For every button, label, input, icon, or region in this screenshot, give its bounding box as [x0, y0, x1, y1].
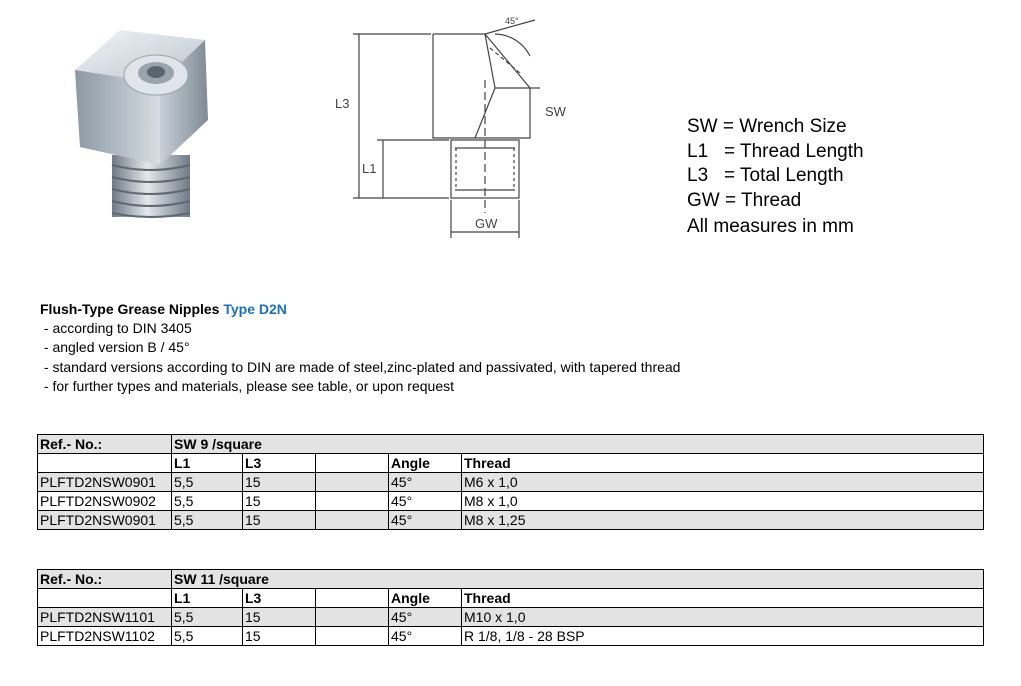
table-cell: M8 x 1,25: [462, 511, 984, 530]
table-cell: PLFTD2NSW0901: [38, 473, 172, 492]
table-cell: 15: [243, 511, 316, 530]
column-header: [38, 589, 172, 608]
table-cell: [316, 511, 389, 530]
table-row: [38, 473, 984, 492]
description-line: - angled version B / 45°: [40, 339, 190, 356]
spec-table-sw11: [37, 569, 984, 646]
description-line: - according to DIN 3405: [40, 320, 192, 336]
table-row: [38, 492, 984, 511]
table-cell: 5,5: [172, 608, 243, 627]
table-header-row: [38, 435, 984, 454]
table-cell: 15: [243, 608, 316, 627]
table-cell: [316, 473, 389, 492]
column-header-row: [38, 454, 984, 473]
table-cell: 5,5: [172, 511, 243, 530]
table-cell: 15: [243, 473, 316, 492]
legend-line: All measures in mm: [687, 216, 854, 237]
table-cell: 45°: [389, 608, 462, 627]
table-cell: M10 x 1,0: [462, 608, 984, 627]
table-cell: 5,5: [172, 492, 243, 511]
ref-header: Ref.- No.:: [38, 435, 172, 454]
legend-line: L3 = Total Length: [687, 165, 844, 186]
ref-header: Ref.- No.:: [38, 570, 172, 589]
abbreviation-legend: [687, 115, 864, 240]
column-header: L1: [172, 454, 243, 473]
table-row: [38, 627, 984, 646]
table-cell: [316, 627, 389, 646]
label-sw: SW: [545, 104, 566, 119]
product-title: [40, 301, 680, 317]
column-header: Thread: [462, 589, 984, 608]
column-header: L1: [172, 589, 243, 608]
product-title-text: Flush-Type Grease Nipples: [40, 301, 224, 317]
product-type: Type D2N: [223, 301, 287, 317]
legend-line: SW = Wrench Size: [687, 116, 847, 137]
column-header: L3: [243, 589, 316, 608]
table-cell: [316, 608, 389, 627]
table-cell: 45°: [389, 511, 462, 530]
label-gw: GW: [475, 216, 498, 231]
legend-line: GW = Thread: [687, 189, 802, 211]
table-cell: 45°: [389, 492, 462, 511]
table-cell: 45°: [389, 627, 462, 646]
table-cell: M6 x 1,0: [462, 473, 984, 492]
table-header-row: [38, 570, 984, 589]
spec-table-sw9: [37, 434, 984, 530]
table-cell: 5,5: [172, 473, 243, 492]
table-row: [38, 511, 984, 530]
legend-line: L1 = Thread Length: [687, 140, 864, 162]
table-cell: PLFTD2NSW0901: [38, 511, 172, 530]
column-header: Angle: [389, 454, 462, 473]
table-cell: PLFTD2NSW1101: [38, 608, 172, 627]
column-header: [316, 589, 389, 608]
column-header: [316, 454, 389, 473]
product-description: [40, 301, 680, 396]
column-header-row: [38, 589, 984, 608]
description-line: - for further types and materials, please see table, or upon request: [40, 377, 455, 394]
table-cell: 15: [243, 627, 316, 646]
table-cell: R 1/8, 1/8 - 28 BSP: [462, 627, 984, 646]
group-header: SW 11 /square: [172, 570, 984, 589]
label-l1: L1: [362, 161, 377, 176]
column-header: Angle: [389, 589, 462, 608]
column-header: L3: [243, 454, 316, 473]
table-cell: 45°: [389, 473, 462, 492]
table-cell: 15: [243, 492, 316, 511]
table-cell: PLFTD2NSW1102: [38, 627, 172, 646]
table-cell: PLFTD2NSW0902: [38, 492, 172, 511]
column-header: [38, 454, 172, 473]
description-line: - standard versions according to DIN are made of steel,zinc-plated and passivated, with tapered thread: [40, 358, 681, 375]
technical-drawing: [325, 8, 585, 243]
label-angle: 45°: [505, 16, 519, 26]
label-l3: L3: [335, 96, 350, 111]
table-cell: M8 x 1,0: [462, 492, 984, 511]
product-photo: [60, 15, 260, 240]
table-row: [38, 608, 984, 627]
column-header: Thread: [462, 454, 984, 473]
group-header: SW 9 /square: [172, 435, 984, 454]
table-cell: [316, 492, 389, 511]
table-cell: 5,5: [172, 627, 243, 646]
